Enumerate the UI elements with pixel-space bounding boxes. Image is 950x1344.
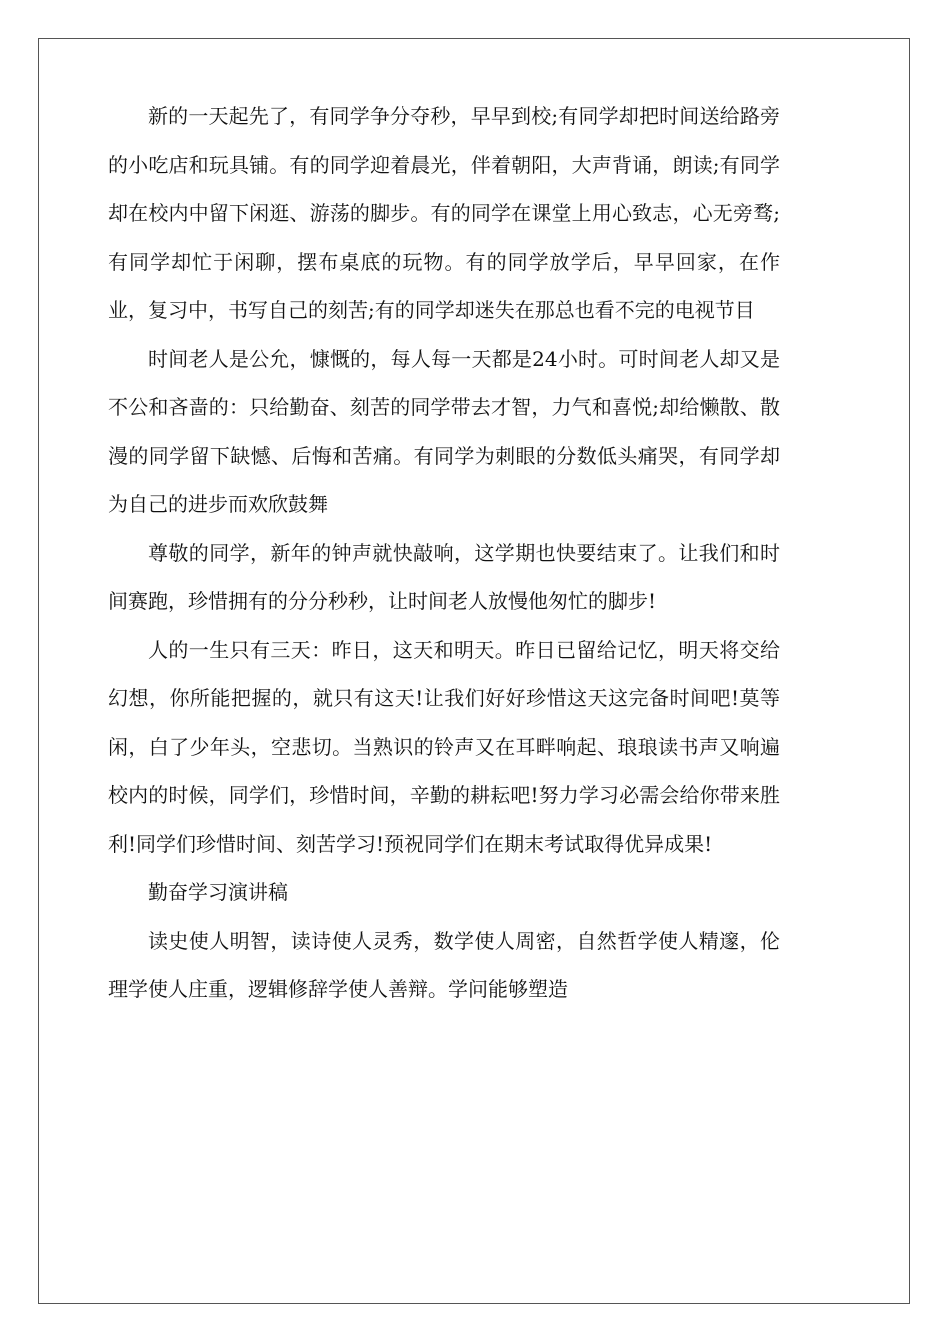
section-heading: 勤奋学习演讲稿 [148,880,288,904]
paragraph-3: 尊敬的同学，新年的钟声就快敲响，这学期也快要结束了。让我们和时间赛跑，珍惜拥有的分分秒秒，让时间老人放慢他匆忙的脚步! [108,540,780,613]
paragraph-5: 读史使人明智，读诗使人灵秀，数学使人周密，自然哲学使人精邃，伦理学使人庄重，逻辑修辞学使人善辩。学问能够塑造 [108,928,780,1001]
paragraph-4: 人的一生只有三天：昨日，这天和明天。昨日已留给记忆，明天将交给幻想，你所能把握的，就只有这天!让我们好好珍惜这天这完备时间吧!莫等闲，白了少年头，空悲切。当熟识的铃声又在耳畔响起、琅琅读书声又响遍校内的时候，同学们，珍惜时间，辛勤的耕耘吧!努力学习必需会给你带来胜利!同学们珍惜时间、刻苦学习!预祝同学们在期末考试取得优异成果! [108,637,780,856]
paragraph-1: 新的一天起先了，有同学争分夺秒，早早到校;有同学却把时间送给路旁的小吃店和玩具铺。有的同学迎着晨光，伴着朝阳，大声背诵，朗读;有同学却在校内中留下闲逛、游荡的脚步。有的同学在课堂上用心致志，心无旁骛;有同学却忙于闲聊，摆布桌底的玩物。有的同学放学后，早早回家，在作业，复习中，书写自己的刻苦;有的同学却迷失在那总也看不完的电视节目 [108,104,780,322]
paragraph-2: 时间老人是公允，慷慨的，每人每一天都是24小时。可时间老人却又是不公和吝啬的：只给勤奋、刻苦的同学带去才智，力气和喜悦;却给懒散、散漫的同学留下缺憾、后悔和苦痛。有同学为刺眼的分数低头痛哭，有同学却为自己的进步而欢欣鼓舞 [108,346,780,516]
document-body [108,92,780,1014]
